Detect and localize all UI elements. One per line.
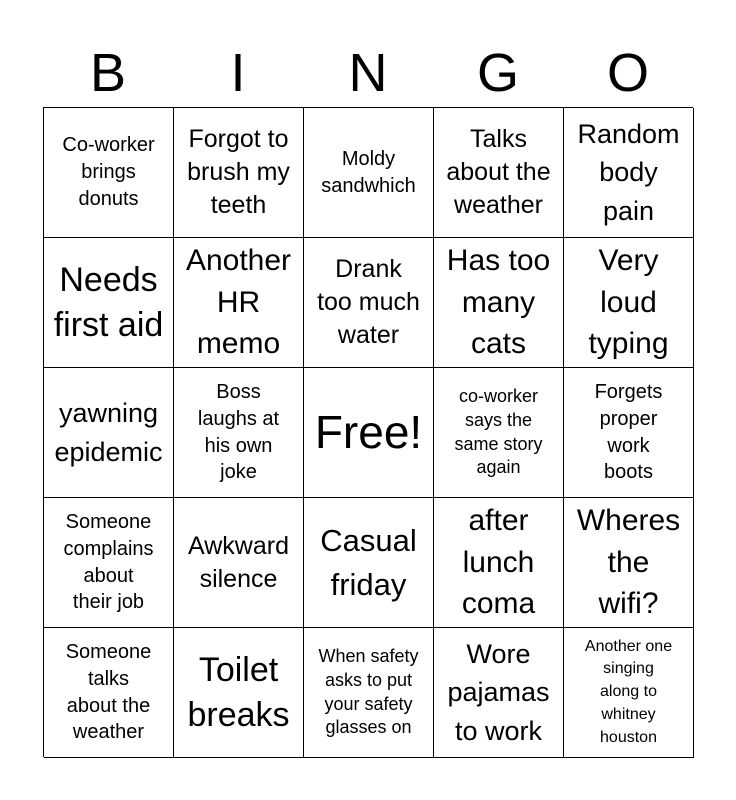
cell-text: yawning epidemic (54, 398, 163, 467)
header-letter-o: O (606, 43, 649, 103)
bingo-cell[interactable] (564, 628, 694, 758)
bingo-cell[interactable] (174, 368, 304, 498)
bingo-cell[interactable] (174, 498, 304, 628)
header-letter-i: I (230, 43, 246, 103)
cell-text: Boss laughs at his own joke (197, 380, 280, 484)
cell-text: Another HR memo (185, 244, 292, 361)
bingo-cell[interactable] (44, 108, 174, 238)
cell-text: Wheres the wifi? (576, 504, 681, 621)
header-letter-g: G (476, 43, 519, 103)
cell-text: Forgot to brush my teeth (187, 125, 290, 219)
bingo-cell[interactable] (434, 108, 564, 238)
cell-text: When safety asks to put your safety glasses on (318, 646, 419, 738)
bingo-cell[interactable] (564, 498, 694, 628)
header-letter-n: N (348, 43, 388, 103)
header-letter-b: B (89, 43, 127, 103)
cell-text: co-worker says the same story again (454, 386, 543, 478)
bingo-cell[interactable] (304, 498, 434, 628)
bingo-cell[interactable] (434, 628, 564, 758)
cell-text: Toilet breaks (187, 651, 290, 734)
cell-text: Has too many cats (446, 244, 551, 361)
bingo-cell[interactable] (174, 628, 304, 758)
bingo-cell[interactable] (44, 628, 174, 758)
cell-text: Needs first aid (53, 261, 164, 344)
bingo-cell[interactable] (44, 368, 174, 498)
cell-text: Very loud typing (588, 244, 669, 361)
bingo-cell[interactable] (434, 368, 564, 498)
bingo-cell[interactable] (304, 108, 434, 238)
bingo-cell[interactable] (44, 238, 174, 368)
cell-text: Co-worker brings donuts (62, 134, 155, 210)
bingo-cell[interactable] (564, 238, 694, 368)
cell-text: Talks about the weather (446, 125, 551, 219)
bingo-board (43, 107, 693, 757)
cell-text: after lunch coma (461, 504, 536, 621)
cell-text: Awkward silence (188, 531, 289, 593)
bingo-cell[interactable] (304, 238, 434, 368)
free-space-cell[interactable] (304, 368, 434, 498)
bingo-cell[interactable] (434, 238, 564, 368)
cell-text: Someone talks about the weather (65, 640, 152, 744)
bingo-cell[interactable] (564, 108, 694, 238)
cell-text: Random body pain (577, 119, 680, 226)
bingo-cell[interactable] (174, 108, 304, 238)
cell-text: Forgets proper work boots (594, 380, 663, 484)
free-space-text: Free! (314, 406, 423, 459)
cell-text: Another one singing along to whitney houston (584, 637, 673, 746)
bingo-cell[interactable] (44, 498, 174, 628)
bingo-cell[interactable] (434, 498, 564, 628)
bingo-cell[interactable] (564, 368, 694, 498)
cell-text: Moldy sandwhich (321, 147, 416, 197)
bingo-cell[interactable] (174, 238, 304, 368)
bingo-cell[interactable] (304, 628, 434, 758)
cell-text: Wore pajamas to work (447, 639, 550, 746)
cell-text: Casual friday (320, 523, 417, 602)
cell-text: Drank too much water (317, 255, 420, 349)
bingo-header (43, 40, 693, 106)
cell-text: Someone complains about their job (63, 510, 154, 614)
